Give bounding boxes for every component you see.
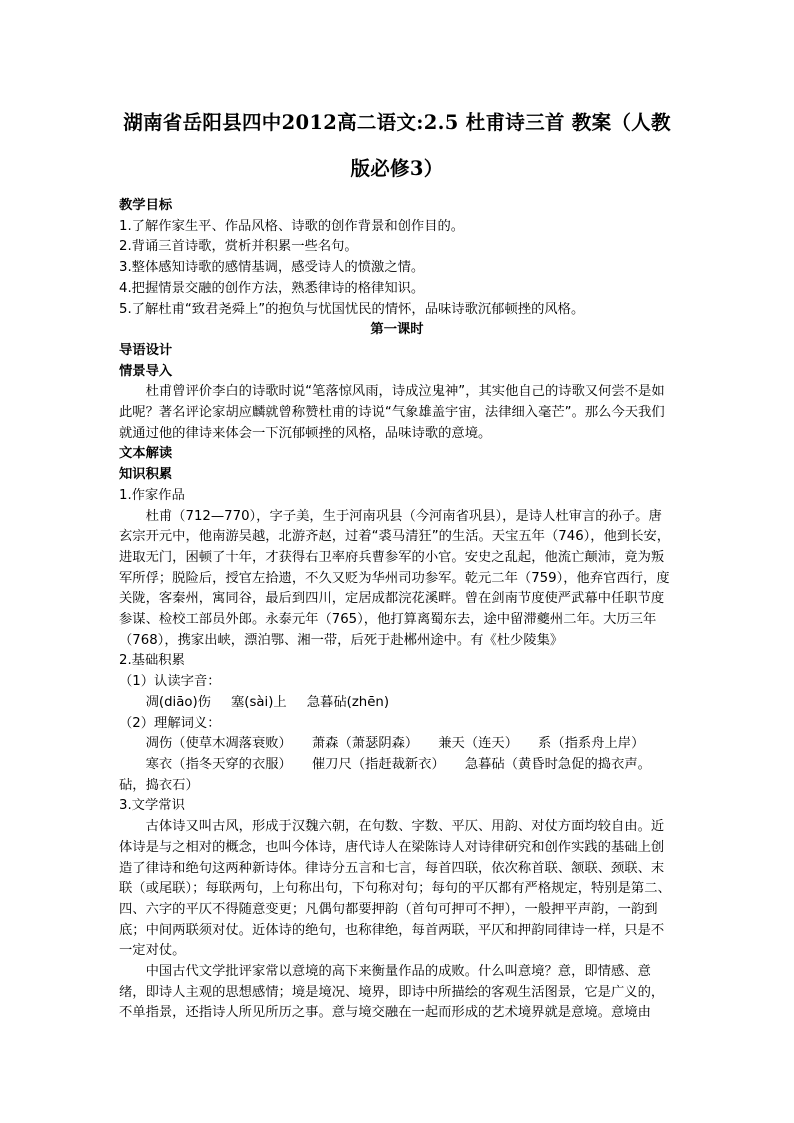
vocab-item: 兼天（连天） [438, 736, 519, 752]
vocab-line-2 [119, 755, 675, 796]
goal-item-2: 2.背诵三首诗歌，赏析并积累一些名句。 [119, 239, 358, 255]
vocab-item: 催刀尺（指赶裁新衣） [311, 756, 445, 772]
basics-label: 2.基础积累 [119, 653, 185, 669]
document-page [119, 100, 675, 1024]
knowledge-heading: 知识积累 [119, 467, 173, 483]
lesson-heading: 第一课时 [370, 322, 424, 338]
text-analysis-heading: 文本解读 [119, 446, 173, 462]
vocab-item: 凋伤（使草木凋落衰败） [145, 736, 292, 752]
pron-item: 凋(diāo)伤 [145, 694, 211, 710]
document-title: 湖南省岳阳县四中2012高二语文:2.5 杜甫诗三首 教案（人教版必修3） [123, 111, 671, 180]
author-label: 1.作家作品 [119, 487, 185, 503]
intro-paragraph: 杜甫曾评价李白的诗歌时说“笔落惊风雨，诗成泣鬼神”，其实他自己的诗歌又何尝不是如此呢？著名评论家胡应麟就曾称赞杜甫的诗说“气象雄盖宇宙，法律细入毫芒”。那么今天我们就通过他的律诗来体会一下沉郁顿挫的风格，品味诗歌的意境。 [119, 384, 665, 441]
vocab-item: 寒衣（指冬天穿的衣服） [145, 756, 292, 772]
vocab-item: 萧森（萧瑟阴森） [311, 736, 419, 752]
literature-paragraph-2: 中国古代文学批评家常以意境的高下来衡量作品的成败。什么叫意境？意，即情感、意绪，即诗人主观的思想感情；境是境况、境界，即诗中所描绘的客观生活图景，它是广义的，不单指景，还指诗人所见所历之事。意与境交融在一起而形成的艺术境界就是意境。意境由 [119, 964, 665, 1021]
vocab-item: 急暮砧（黄昏时急促的捣衣声。砧，捣衣石） [119, 756, 651, 793]
vocab-label: （2）理解词义： [119, 715, 221, 731]
vocab-line-1 [119, 734, 675, 755]
goal-item-4: 4.把握情景交融的创作方法，熟悉律诗的格律知识。 [119, 280, 425, 296]
goal-item-5: 5.了解杜甫“致君尧舜上”的抱负与忧国忧民的情怀，品味诗歌沉郁顿挫的风格。 [119, 301, 585, 317]
goal-item-1: 1.了解作家生平、作品风格、诗歌的创作背景和创作目的。 [119, 218, 465, 234]
pronunciation-label: （1）认读字音： [119, 674, 221, 690]
pronunciation-list [119, 693, 675, 714]
vocab-item: 系（指系舟上岸） [538, 736, 645, 752]
pron-item: 塞(sài)上 [230, 694, 287, 710]
goal-item-3: 3.整体感知诗歌的感情基调，感受诗人的愤激之情。 [119, 260, 425, 276]
pron-item: 急暮砧(zhēn) [306, 694, 390, 710]
goals-heading: 教学目标 [119, 198, 173, 213]
author-paragraph: 杜甫（712—770），字子美，生于河南巩县（今河南省巩县），是诗人杜审言的孙子。唐玄宗开元中，他南游吴越，北游齐赵，过着“裘马清狂”的生活。天宝五年（746），他到长安，进取无门，困顿了十年，才获得右卫率府兵曹参军的小官。安史之乱起，他流亡颠沛，竟为叛军所俘；脱险后，授官左拾遗，不久又贬为华州司功参军。乾元二年（759），他弃官西行，度关陇，客秦州，寓同谷，最后到四川，定居成都浣花溪畔。曾在剑南节度使严武幕中任职节度参谋、检校工部员外郎。永泰元年（765），他打算离蜀东去，途中留滞夔州二年。大历三年（768），携家出峡，漂泊鄂、湘一带，后死于赴郴州途中。有《杜少陵集》 [119, 508, 671, 648]
literature-paragraph-1: 古体诗又叫古风，形成于汉魏六朝，在句数、字数、平仄、用韵、对仗方面均较自由。近体诗是与之相对的概念，也叫今体诗，唐代诗人在梁陈诗人对诗律研究和创作实践的基础上创造了律诗和绝句这两种新诗体。律诗分五言和七言，每首四联，依次称首联、颔联、颈联、末联（或尾联）；每联两句，上句称出句，下句称对句；每句的平仄都有严格规定，特别是第二、四、六字的平仄不得随意变更；凡偶句都要押韵（首句可押可不押），一般押平声韵，一韵到底；中间两联须对仗。近体诗的绝句，也称律绝，每首两联，平仄和押韵同律诗一样，只是不一定对仗。 [119, 819, 671, 959]
intro-sub-heading: 情景导入 [119, 363, 173, 379]
intro-heading: 导语设计 [119, 342, 173, 358]
literature-label: 3.文学常识 [119, 798, 185, 814]
